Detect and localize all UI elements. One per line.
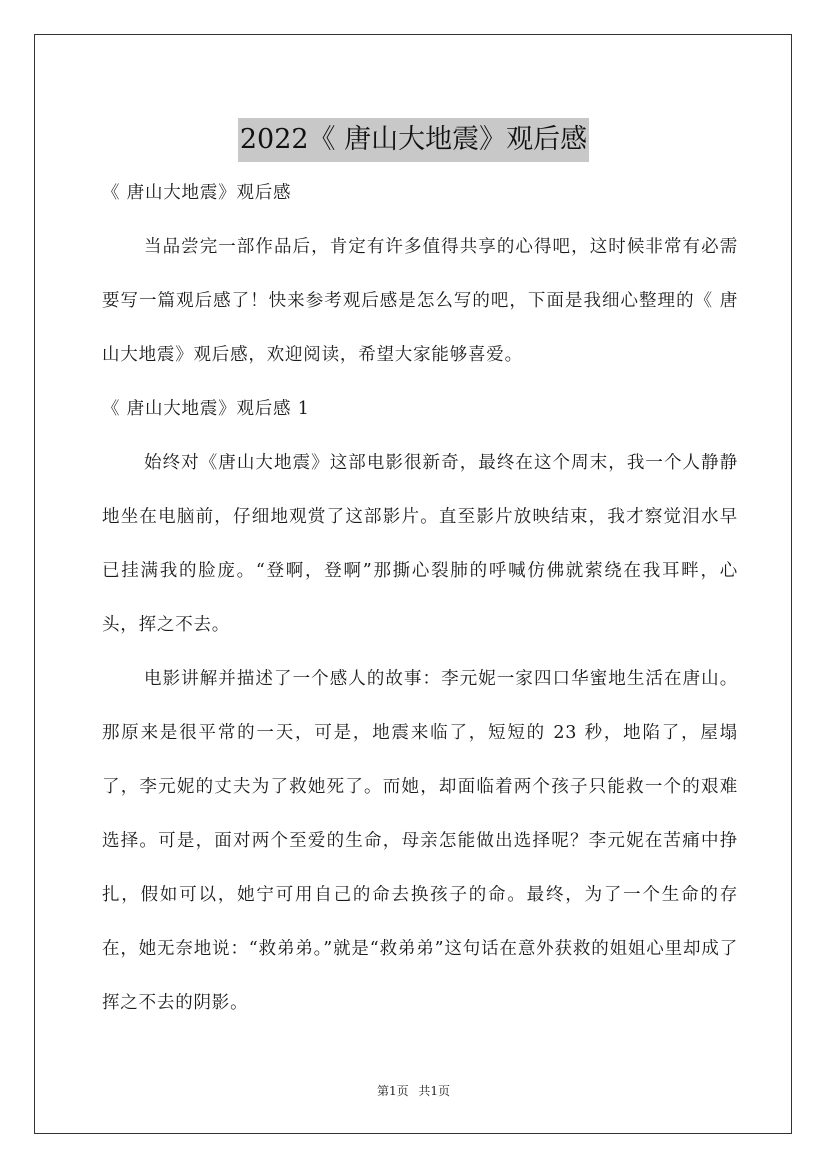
document-body: [102, 166, 738, 1030]
page-footer: [0, 1082, 827, 1099]
page-total: 共1页: [418, 1084, 451, 1098]
intro-paragraph: 当品尝完一部作品后，肯定有许多值得共享的心得吧，这时候非常有必需要写一篇观后感了！快来参考观后感是怎么写的吧，下面是我细心整理的《 唐山大地震》观后感，欢迎阅读，希望大家能够喜爱。: [102, 237, 738, 365]
subtitle-paragraph: 《 唐山大地震》观后感: [102, 183, 292, 203]
document-title: 2022《 唐山大地震》观后感: [238, 118, 589, 162]
page-number: 第1页: [376, 1084, 409, 1098]
section-heading: 《 唐山大地震》观后感 1: [102, 399, 310, 419]
body-paragraph: 电影讲解并描述了一个感人的故事：李元妮一家四口华蜜地生活在唐山。那原来是很平常的一天，可是，地震来临了，短短的 23 秒，地陷了，屋塌了，李元妮的丈夫为了救她死了。而她，却面临着两个孩子只能救一个的艰难选择。可是，面对两个至爱的生命，母亲怎能做出选择呢？李元妮在苦痛中挣扎，假如可以，她宁可用自己的命去换孩子的命。最终，为了一个生命的存在，她无奈地说：“救弟弟。”就是“救弟弟”这句话在意外获救的姐姐心里却成了挥之不去的阴影。: [102, 669, 738, 1013]
body-paragraph: 始终对《唐山大地震》这部电影很新奇，最终在这个周末，我一个人静静地坐在电脑前，仔细地观赏了这部影片。直至影片放映结束，我才察觉泪水早已挂满我的脸庞。“登啊，登啊”那撕心裂肺的呼喊仿佛就萦绕在我耳畔，心头，挥之不去。: [102, 453, 738, 635]
